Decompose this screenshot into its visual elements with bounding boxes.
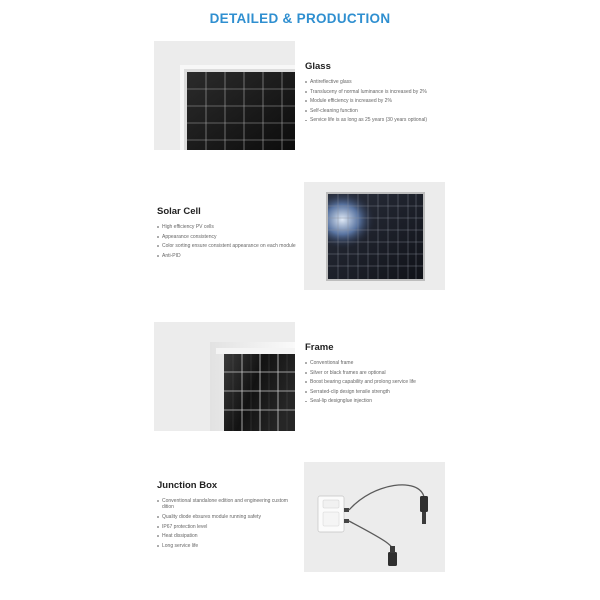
list-item: Transluceny of normal luminance is increased by 2% (305, 89, 465, 95)
glass-text (305, 61, 465, 127)
section-heading: Solar Cell (157, 206, 201, 217)
list-item: Appearance consistency (157, 234, 297, 240)
list-item: Quality diode ebsures module running safety (157, 514, 297, 520)
feature-list (305, 79, 465, 124)
list-item: Heat dissipation (157, 533, 297, 539)
list-item: Seal-lip designglue injection (305, 398, 465, 404)
list-item: Anti-PID (157, 253, 297, 259)
list-item: Self-cleaning function (305, 108, 465, 114)
section-heading: Junction Box (157, 480, 218, 491)
frame-corner-photo (154, 322, 295, 431)
feature-list (157, 498, 297, 549)
list-item: Color sorting ensure consistent appearance on each module (157, 243, 297, 249)
list-item: IP67 protection level (157, 524, 297, 530)
list-item: Serrated-clip design tensile strength (305, 389, 465, 395)
solar-cell-text (157, 206, 297, 262)
list-item: High efficiency PV cells (157, 224, 297, 230)
junction-box-text (157, 480, 297, 552)
feature-list (157, 224, 297, 259)
glass-corner-photo (154, 41, 295, 150)
list-item: Service life is as long as 25 years (30 years optional) (305, 117, 465, 123)
feature-list (305, 360, 465, 405)
list-item: Boost bearing capability and prolong service life (305, 379, 465, 385)
list-item: Antireflective glass (305, 79, 465, 85)
solar-cell-panel-photo (304, 182, 445, 290)
page-title: DETAILED & PRODUCTION (209, 11, 391, 26)
junction-box-photo (304, 462, 445, 572)
list-item: Long service life (157, 543, 297, 549)
list-item: Silver or black frames are optional (305, 370, 465, 376)
list-item: Conventional standalone edition and engineering custom dition (157, 498, 297, 511)
section-heading: Frame (305, 342, 334, 353)
list-item: Module efficiency is increased by 2% (305, 98, 465, 104)
frame-text (305, 342, 465, 408)
section-heading: Glass (305, 61, 331, 72)
list-item: Conventional frame (305, 360, 465, 366)
